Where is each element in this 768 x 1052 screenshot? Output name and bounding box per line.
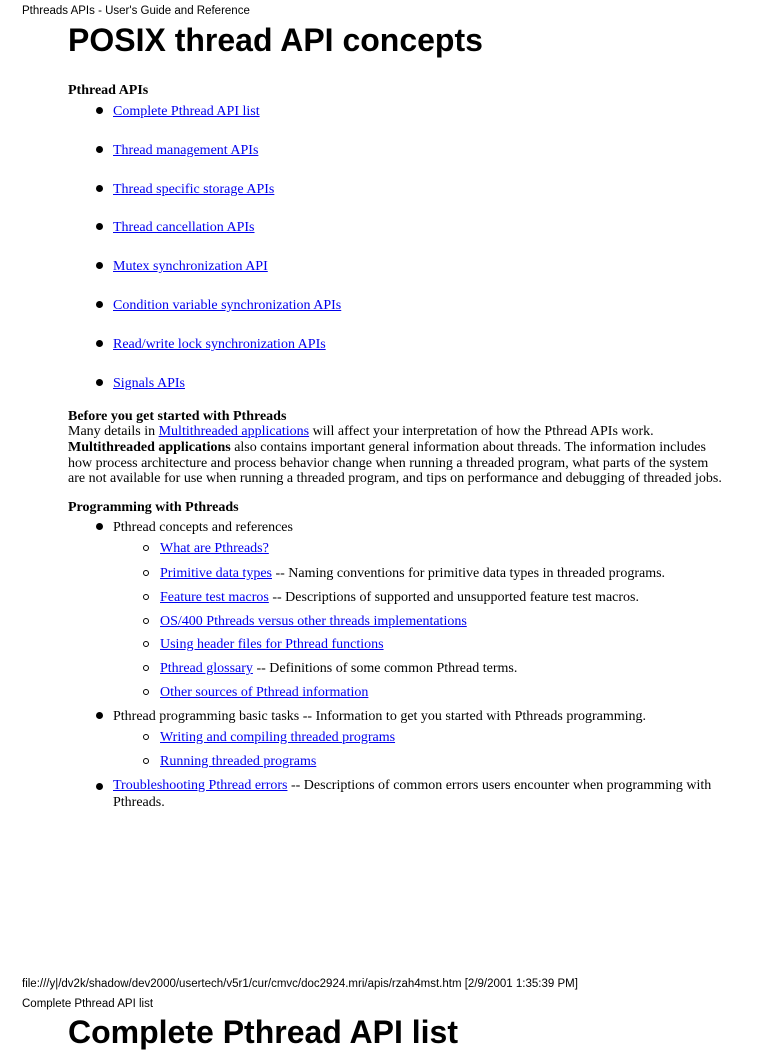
sub-list-item: [143, 660, 517, 678]
before-intro-line: [68, 424, 728, 440]
list-item: [96, 375, 185, 393]
link-condition-variable-apis[interactable]: Condition variable synchronization APIs: [113, 298, 342, 313]
link-feature-test-macros[interactable]: Feature test macros: [160, 590, 269, 605]
before-description-text: also contains important general information about threads. The information includes how process architecture and process behavior change when running a threaded program, what parts of the system are not available for use when running a threaded program, and tips on performance and debugging of threaded jobs.: [68, 440, 722, 486]
list-item: [96, 336, 326, 354]
next-page-header: Complete Pthread API list: [22, 998, 154, 1010]
link-using-header-files[interactable]: Using header files for Pthread functions: [160, 637, 384, 652]
circle-bullet-icon: [143, 665, 149, 671]
link-complete-pthread-api-list[interactable]: Complete Pthread API list: [113, 104, 260, 119]
document-header: Pthreads APIs - User's Guide and Reference: [22, 5, 250, 17]
concepts-label: Pthread concepts and references: [113, 520, 293, 535]
before-you-start-heading: Before you get started with Pthreads: [68, 409, 287, 424]
list-item: [96, 519, 293, 537]
circle-bullet-icon: [143, 758, 149, 764]
link-thread-specific-storage-apis[interactable]: Thread specific storage APIs: [113, 182, 275, 197]
bullet-icon: [96, 262, 103, 269]
link-thread-management-apis[interactable]: Thread management APIs: [113, 143, 259, 158]
sub-list-item: [143, 684, 368, 702]
bullet-icon: [96, 107, 103, 114]
bullet-icon: [96, 146, 103, 153]
link-primitive-data-types[interactable]: Primitive data types: [160, 566, 272, 581]
next-page-title: Complete Pthread API list: [68, 1014, 458, 1050]
primitive-data-types-desc: -- Naming conventions for primitive data types in threaded programs.: [271, 566, 666, 581]
sub-list-item: [143, 636, 384, 654]
list-item: [96, 103, 260, 121]
list-item: [96, 258, 268, 276]
page-title: POSIX thread API concepts: [68, 22, 483, 58]
before-intro-text-end: will affect your interpretation of how the Pthread APIs work.: [309, 424, 654, 439]
bullet-icon: [96, 523, 103, 530]
circle-bullet-icon: [143, 689, 149, 695]
link-mutex-synchronization-api[interactable]: Mutex synchronization API: [113, 259, 268, 274]
sub-list-item: [143, 753, 316, 771]
troubleshooting-desc: -- Descriptions of common errors users encounter when programming with Pthreads.: [113, 778, 712, 810]
bullet-icon: [96, 783, 103, 790]
list-item: [96, 142, 258, 160]
bullet-icon: [96, 185, 103, 192]
circle-bullet-icon: [143, 618, 149, 624]
circle-bullet-icon: [143, 734, 149, 740]
link-multithreaded-applications[interactable]: Multithreaded applications: [158, 424, 310, 439]
link-thread-cancellation-apis[interactable]: Thread cancellation APIs: [113, 220, 255, 235]
link-read-write-lock-apis[interactable]: Read/write lock synchronization APIs: [113, 337, 326, 352]
link-other-sources[interactable]: Other sources of Pthread information: [160, 685, 369, 700]
bullet-icon: [96, 340, 103, 347]
footer-file-path: file:///y|/dv2k/shadow/dev2000/usertech/v5r1/cur/cmvc/doc2924.mri/apis/rzah4mst.htm [2/9/2001 1:35:39 PM]: [22, 978, 578, 990]
pthread-glossary-desc: -- Definitions of some common Pthread terms.: [252, 661, 518, 676]
before-intro-text: Many details in: [68, 424, 159, 439]
link-what-are-pthreads[interactable]: What are Pthreads?: [160, 541, 269, 556]
list-item: [96, 181, 274, 199]
sub-list-item: [143, 613, 467, 631]
bullet-icon: [96, 379, 103, 386]
list-item: [113, 777, 723, 811]
sub-list-item: [143, 565, 665, 583]
link-signals-apis[interactable]: Signals APIs: [113, 376, 185, 391]
before-description: [68, 440, 728, 487]
multithreaded-applications-bold: Multithreaded applications: [68, 440, 231, 455]
sub-list-item: [143, 540, 269, 558]
sub-list-item: [143, 589, 639, 607]
list-item: [96, 708, 646, 726]
circle-bullet-icon: [143, 641, 149, 647]
link-writing-compiling[interactable]: Writing and compiling threaded programs: [160, 730, 396, 745]
feature-test-macros-desc: -- Descriptions of supported and unsupported feature test macros.: [268, 590, 639, 605]
link-pthread-glossary[interactable]: Pthread glossary: [160, 661, 253, 676]
basic-tasks-label: Pthread programming basic tasks -- Information to get you started with Pthreads programming.: [113, 709, 647, 724]
link-running-threaded[interactable]: Running threaded programs: [160, 754, 317, 769]
list-item: [96, 297, 341, 315]
pthread-apis-heading: Pthread APIs: [68, 83, 149, 98]
bullet-icon: [96, 712, 103, 719]
circle-bullet-icon: [143, 545, 149, 551]
sub-list-item: [143, 729, 395, 747]
link-troubleshooting[interactable]: Troubleshooting Pthread errors: [113, 778, 288, 793]
programming-heading: Programming with Pthreads: [68, 500, 239, 515]
bullet-icon: [96, 301, 103, 308]
link-os400-vs-other-implementations[interactable]: OS/400 Pthreads versus other threads implementations: [160, 614, 467, 629]
bullet-icon: [96, 223, 103, 230]
list-item: [96, 219, 255, 237]
circle-bullet-icon: [143, 594, 149, 600]
circle-bullet-icon: [143, 570, 149, 576]
